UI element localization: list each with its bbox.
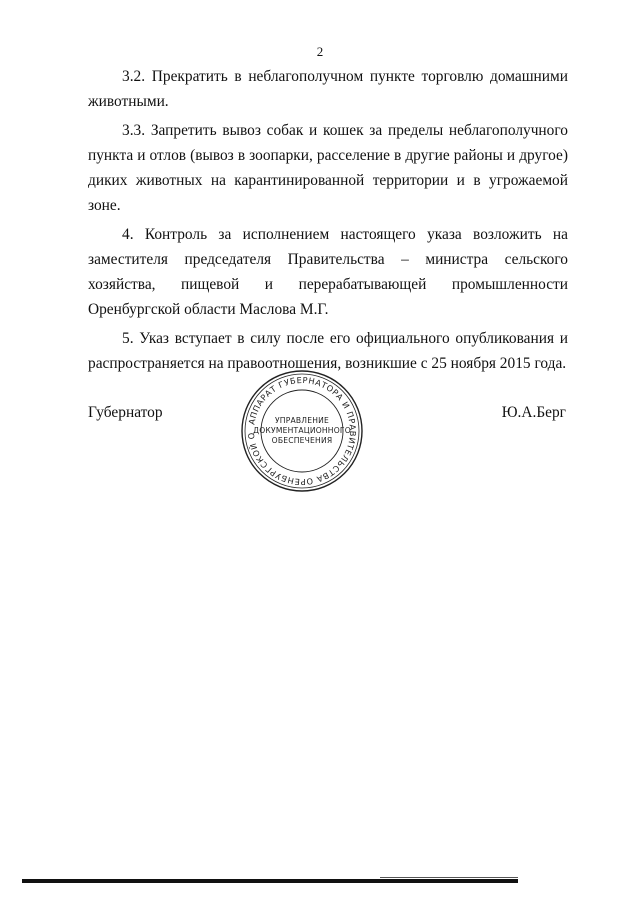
paragraph-3-2: 3.2. Прекратить в неблагополучном пункте торговлю домашними животными. [88, 68, 568, 110]
signature-title: Губернатор [88, 404, 163, 421]
seal-ring-text: АППАРАТ ГУБЕРНАТОРА И ПРАВИТЕЛЬСТВА ОРЕНБУРГСКОЙ О [245, 374, 359, 488]
seal-center-line-3: ОБЕСПЕЧЕНИЯ [271, 436, 333, 445]
page-number: 2 [316, 44, 324, 59]
seal-center-line-2: ДОКУМЕНТАЦИОННОГО [253, 426, 351, 435]
paragraph-5: 5. Указ вступает в силу после его официального опубликования и распространяется на правоотношения, возникшие с 25 ноября 2015 года. [88, 330, 568, 372]
signature-name: Ю.А.Берг [501, 404, 566, 421]
document-body [88, 64, 568, 380]
seal-center-line-1: УПРАВЛЕНИЕ [274, 416, 330, 425]
paragraph-3-3: 3.3. Запретить вывоз собак и кошек за пределы неблагополучного пункта и отлов (вывоз в зоопарки, расселение в другие районы и другое) диких животных на карантинированной территории и в угрожаемой зоне. [88, 122, 568, 214]
paragraph-4: 4. Контроль за исполнением настоящего указа возложить на заместителя председателя Правительства – министра сельского хозяйства, пищевой и перерабатывающей промышленности Оренбургской области Маслова М.Г. [88, 226, 568, 318]
official-seal-stamp [240, 369, 364, 493]
bottom-scan-line [22, 879, 518, 883]
bottom-scan-line-thin [380, 877, 518, 878]
